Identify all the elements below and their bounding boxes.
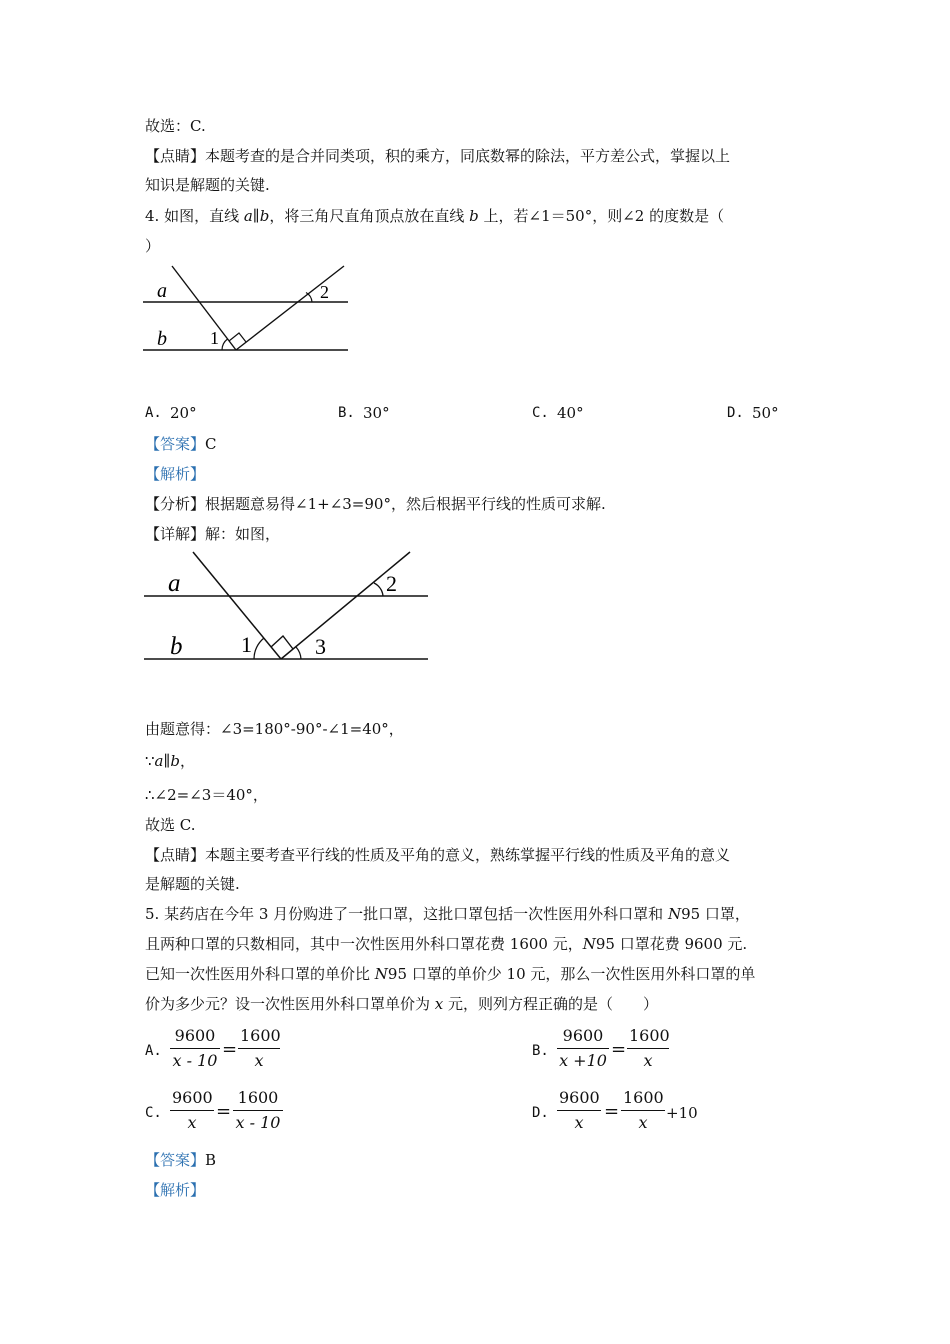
q5-answer [145,1150,216,1170]
q4-figure-1 [140,262,355,357]
q4-xiangjie [145,524,280,544]
frac-denominator: x [638,1113,648,1132]
q4-option-b-text: 30° [363,404,390,422]
frac-numerator: 9600 [172,1088,213,1107]
q5-option-d-tail: +10 [666,1104,698,1122]
q4-comment-text1: 本题主要考查平行线的性质及平角的意义，熟练掌握平行线的性质及平角的意义 [205,846,731,864]
q4-fenxi-tag: 【分析】 [145,495,206,513]
q5-l2-a: 且两种口罩的只数相同，其中一次性医用外科口罩花费 1600 元， [145,935,583,953]
q5-option-d-equals: = [604,1101,620,1122]
frac-denominator: x [254,1051,264,1070]
q5-l1-n: N [667,905,682,923]
frac-bar [557,1110,601,1111]
fig2-label-3: 3 [315,634,326,659]
q4-stem-b: ，将三角尺直角顶点放在直线 [269,207,470,225]
frac-denominator: x - 10 [172,1051,218,1070]
frac-bar [170,1048,220,1049]
prev-comment-text1: 本题考查的是合并同类项，积的乘方，同底数幂的除法，平方差公式，掌握以上 [205,147,731,165]
q5-l4-a: 价为多少元？设一次性医用外科口罩单价为 [145,995,435,1013]
q4-analysis-tag: 【解析】 [145,465,206,483]
frac-numerator: 1600 [237,1088,279,1107]
q4-option-c-label: C. [532,405,549,421]
fig2-angle-1-arc [254,638,264,659]
q5-option-c-left-fraction [170,1088,214,1133]
frac-numerator: 9600 [174,1026,216,1045]
frac-numerator: 9600 [559,1088,600,1107]
q5-option-c-right-fraction [233,1088,283,1133]
frac-bar [233,1110,283,1111]
frac-bar [621,1110,665,1111]
fig1-label-b: b [157,328,167,350]
fig2-triangle-leg-right [281,552,410,659]
q4-comment-line2: 是解题的关键. [145,875,240,893]
q5-l4-x: x [434,995,444,1013]
q4-stem-close: ） [145,237,161,255]
q5-option-d-left-fraction [557,1088,601,1133]
fig2-right-angle-mark [271,636,293,649]
frac-denominator: x +10 [559,1051,607,1070]
q5-l2-n: N [582,935,596,953]
q5-answer-value: B [205,1151,217,1169]
q4-step3: ∴∠2=∠3＝40°， [145,786,268,804]
q5-option-c-equals: = [216,1101,232,1122]
q4-answer [145,434,217,454]
q5-stem-line3 [145,964,755,984]
q5-option-b-equals: = [611,1039,627,1060]
q4-figure-2 [140,548,435,666]
q5-stem-line1 [145,904,750,924]
fig2-triangle-leg-left [193,552,281,659]
frac-numerator: 1600 [629,1026,670,1045]
q4-fenxi [145,494,606,514]
q5-l1-a: 5. 某药店在今年 3 月份购进了一批口罩，这批口罩包括一次性医用外科口罩和 [145,905,668,923]
fig1-right-angle-mark [229,333,246,342]
q5-option-a-equals: = [222,1039,238,1060]
q5-option-d-label: D. [532,1105,549,1121]
frac-bar [238,1048,280,1049]
fig2-angle-2-arc [374,583,383,596]
q5-l3-n: N [374,965,388,983]
q4-fenxi-text: 根据题意易得∠1+∠3=90°，然后根据平行线的性质可求解. [205,495,606,513]
frac-bar [557,1048,609,1049]
frac-numerator: 1600 [623,1088,664,1107]
prev-comment-tag: 【点睛】 [145,147,206,165]
fig2-label-2: 2 [386,571,397,596]
q5-option-c-label: C. [145,1105,162,1121]
fig2-label-b: b [170,633,183,660]
q5-l1-b: 95 口罩， [681,905,750,923]
q5-option-b-label: B. [532,1043,549,1059]
q4-comment-tag: 【点睛】 [145,846,206,864]
frac-denominator: x - 10 [235,1113,281,1132]
prev-comment-line2: 知识是解题的关键. [145,176,270,194]
q5-analysis-tag: 【解析】 [145,1181,206,1199]
q4-stem-c: 上，若∠1＝50°，则∠2 的度数是（ [478,207,725,225]
q4-option-c-text: 40° [557,404,584,422]
q5-stem-line2 [145,934,747,954]
q4-step2-comma: ， [180,752,196,770]
q4-stem-a: 4. 如图，直线 [145,207,244,225]
frac-bar [627,1048,669,1049]
fig1-label-a: a [157,280,167,302]
q4-answer-value: C [205,435,217,453]
fig1-label-2: 2 [320,282,329,302]
q4-step2-relation: a∥b [154,752,181,770]
fig1-triangle-leg-left [172,266,236,350]
q4-option-a-label: A. [145,405,162,421]
frac-numerator: 9600 [562,1026,604,1045]
q4-stem-bvar: b [469,207,479,225]
q4-xiangjie-text: 解：如图， [205,525,281,543]
prev-conclusion: 故选：C. [145,117,206,135]
frac-denominator: x [574,1113,584,1132]
q4-comment-line1 [145,845,730,865]
fig2-label-1: 1 [241,632,252,657]
q5-l4-b: 元，则列方程正确的是（ ） [443,995,659,1013]
q5-option-a-right-fraction [238,1026,280,1071]
prev-comment-line1 [145,146,730,166]
q5-option-a-label: A. [145,1043,162,1059]
q4-stem-ab: a∥b [243,207,270,225]
q4-step2-because: ∵ [145,752,155,770]
q5-option-a-left-fraction [170,1026,220,1071]
q5-l3-b: 95 口罩的单价少 10 元，那么一次性医用外科口罩的单 [387,965,756,983]
q4-option-a-text: 20° [170,404,197,422]
q5-option-b-right-fraction [627,1026,669,1071]
q5-option-b-left-fraction [557,1026,609,1071]
q4-stem [145,206,724,226]
fig1-label-1: 1 [210,328,219,348]
frac-denominator: x [643,1051,653,1070]
frac-denominator: x [187,1113,197,1132]
q5-answer-tag: 【答案】 [145,1151,206,1169]
q4-option-d-label: D. [727,405,744,421]
q5-option-d-right-fraction [621,1088,665,1133]
q5-l3-a: 已知一次性医用外科口罩的单价比 [145,965,375,983]
q4-xiangjie-tag: 【详解】 [145,525,206,543]
frac-bar [170,1110,214,1111]
q5-l2-b: 95 口罩花费 9600 元. [595,935,748,953]
q4-answer-tag: 【答案】 [145,435,206,453]
frac-numerator: 1600 [240,1026,281,1045]
q4-option-d-text: 50° [752,404,779,422]
fig1-angle-1-arc [222,339,228,350]
fig1-triangle-leg-right [236,266,344,350]
q4-option-b-label: B. [338,405,355,421]
q5-stem-line4 [145,994,658,1014]
fig2-label-a: a [168,570,181,597]
q4-conclusion: 故选 C. [145,816,196,834]
fig2-angle-3-arc [296,647,301,659]
q4-step2 [145,751,195,771]
q4-step1: 由题意得：∠3=180°-90°-∠1=40°， [145,720,404,738]
